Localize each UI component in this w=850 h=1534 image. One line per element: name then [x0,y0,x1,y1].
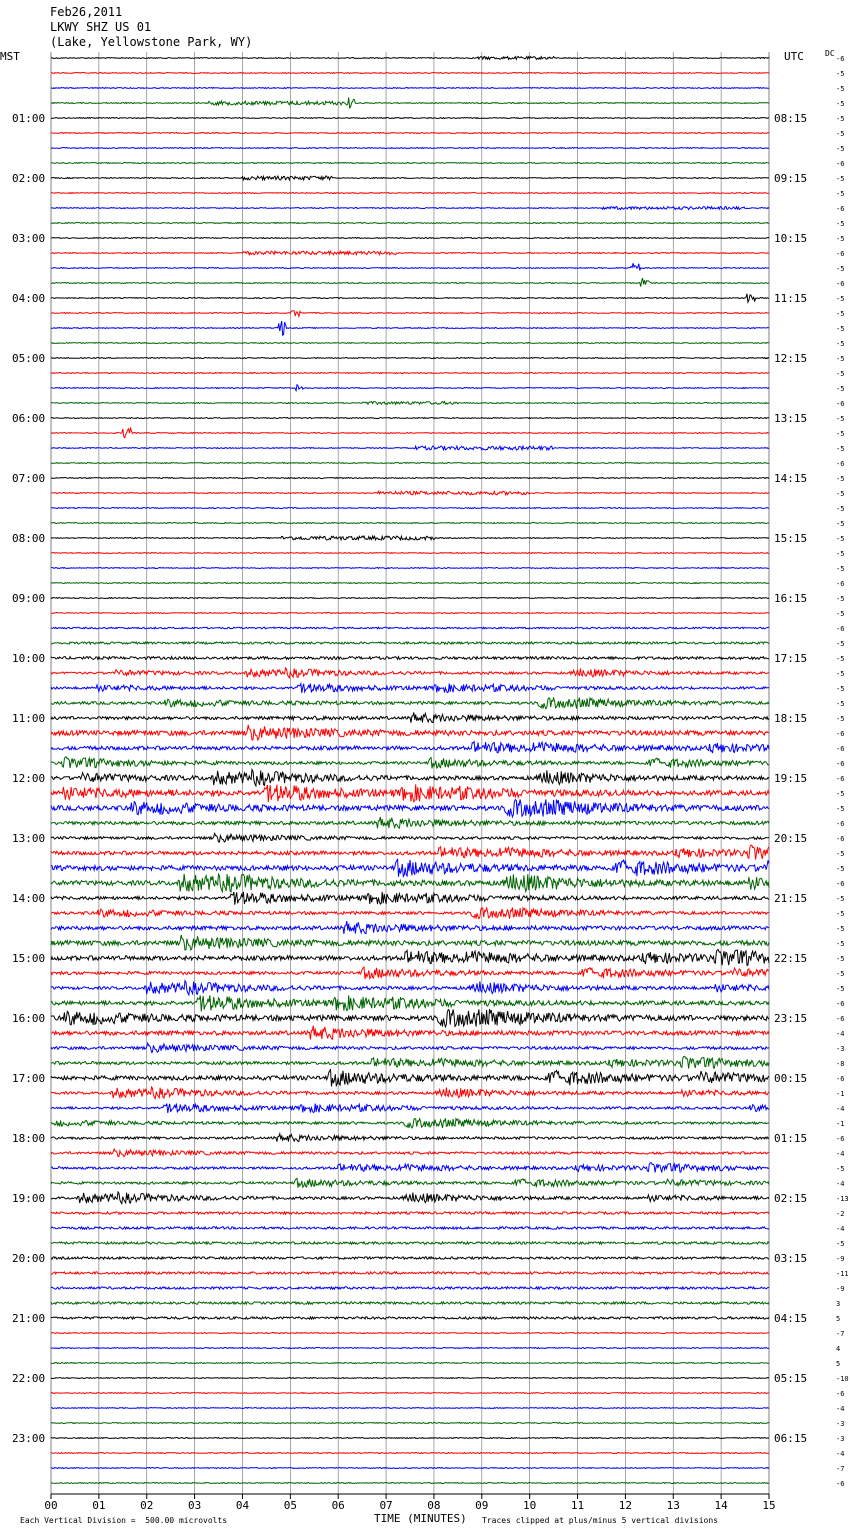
trace-line [51,742,769,754]
dc-offset-label: -5 [836,235,845,243]
utc-hour-label: 19:15 [774,772,808,785]
trace-line [51,278,769,287]
dc-offset-label: -4 [836,1225,845,1233]
dc-offset-label: -5 [836,445,845,453]
dc-offset-label: -5 [836,970,845,978]
dc-offset-label: -5 [836,550,845,558]
trace-line [51,921,769,934]
mst-hour-label: 07:00 [12,472,46,485]
trace-line [51,684,769,693]
mst-hour-label: 14:00 [12,892,46,905]
dc-offset-label: -11 [836,1270,849,1278]
trace-line [51,1333,769,1334]
right-timezone-label: UTC [784,50,804,63]
trace-line [51,817,769,829]
dc-offset-label: -6 [836,745,845,753]
trace-line [51,642,769,644]
trace-line [51,712,769,722]
x-tick-label: 10 [523,1499,537,1512]
dc-offset-label: -5 [836,310,845,318]
dc-offset-label: -5 [836,640,845,648]
trace-line [51,1056,769,1068]
dc-offset-label: -13 [836,1195,849,1203]
trace-line [51,491,769,495]
dc-offset-label: -5 [836,655,845,663]
dc-offset-label: -5 [836,610,845,618]
utc-hour-label: 12:15 [774,352,808,365]
dc-offset-label: -6 [836,820,845,828]
trace-line [51,88,769,89]
trace-line [51,1317,769,1319]
dc-offset-label: -5 [836,85,845,93]
dc-offset-label: -1 [836,1090,845,1098]
trace-line [51,698,769,709]
dc-offset-label: -9 [836,1255,845,1263]
dc-offset-label: -5 [836,370,845,378]
trace-line [51,1026,769,1040]
dc-offset-label: -6 [836,1480,845,1488]
dc-offset-label: -1 [836,1120,845,1128]
dc-offset-label: -5 [836,115,845,123]
utc-hour-label: 17:15 [774,652,808,665]
trace-line [51,1242,769,1244]
trace-line [51,321,769,335]
trace-line [51,385,769,391]
dc-offset-label: -6 [836,760,845,768]
trace-line [51,1393,769,1394]
trace-line [51,1227,769,1229]
dc-offset-label: 5 [836,1360,841,1368]
dc-offset-label: -4 [836,1150,845,1158]
trace-line [51,98,769,108]
utc-hour-label: 20:15 [774,832,808,845]
dc-offset-label: -5 [836,520,845,528]
trace-line [51,892,769,905]
trace-line [51,859,769,876]
trace-line [51,995,769,1011]
dc-offset-label: -5 [836,385,845,393]
mst-hour-label: 11:00 [12,712,46,725]
trace-line [51,478,769,479]
mst-hour-label: 19:00 [12,1192,46,1205]
utc-hour-label: 06:15 [774,1432,808,1445]
trace-line [51,251,769,255]
trace-line [51,1212,769,1214]
trace-line [51,1087,769,1099]
dc-offset-label: -5 [836,595,845,603]
trace-line [51,627,769,629]
dc-offset-label: -5 [836,505,845,513]
trace-line [51,118,769,119]
dc-offset-label: -6 [836,1075,845,1083]
dc-offset-label: -5 [836,70,845,78]
dc-offset-label: -5 [836,670,845,678]
trace-line [51,568,769,569]
trace-line [51,1009,769,1027]
utc-hour-label: 03:15 [774,1252,808,1265]
dc-offset-label: -5 [836,475,845,483]
dc-offset-label: -4 [836,1180,845,1188]
utc-hour-label: 11:15 [774,292,808,305]
dc-offset-label: -5 [836,850,845,858]
trace-line [51,418,769,419]
trace-line [51,133,769,134]
x-tick-label: 02 [140,1499,154,1512]
trace-line [51,1423,769,1424]
trace-line [51,1378,769,1379]
dc-offset-label: -5 [836,685,845,693]
trace-line [51,73,769,74]
dc-offset-label: -5 [836,1240,845,1248]
dc-offset-label: -5 [836,190,845,198]
trace-line [51,223,769,224]
trace-line [51,784,769,802]
trace-line [51,294,769,302]
mst-hour-label: 02:00 [12,172,46,185]
dc-offset-label: -5 [836,790,845,798]
trace-line [51,613,769,614]
dc-offset-label: -5 [836,985,845,993]
mst-hour-label: 17:00 [12,1072,46,1085]
mst-hour-label: 04:00 [12,292,46,305]
trace-line [51,176,769,180]
dc-offset-label: -6 [836,460,845,468]
utc-hour-label: 22:15 [774,952,808,965]
dc-offset-label: -5 [836,430,845,438]
dc-offset-label: -5 [836,130,845,138]
seismic-traces [51,57,769,1484]
trace-line [51,1453,769,1454]
mst-hour-label: 05:00 [12,352,46,365]
dc-offset-label: -10 [836,1375,849,1383]
trace-line [51,193,769,194]
trace-line [51,402,769,405]
trace-line [51,358,769,359]
dc-offset-label: -5 [836,340,845,348]
x-axis-label: TIME (MINUTES) [374,1512,467,1525]
utc-hour-label: 18:15 [774,712,808,725]
trace-line [51,845,769,860]
dc-offset-label: -6 [836,400,845,408]
dc-offset-label: -5 [836,490,845,498]
utc-hour-label: 02:15 [774,1192,808,1205]
x-tick-label: 11 [570,1499,585,1512]
dc-offset-label: -5 [836,175,845,183]
dc-offset-label: -6 [836,205,845,213]
trace-line [51,523,769,524]
dc-offset-label: -5 [836,715,845,723]
trace-line [51,428,769,438]
utc-hour-label: 04:15 [774,1312,808,1325]
trace-line [51,553,769,554]
dc-offset-label: -3 [836,1420,845,1428]
trace-line [51,967,769,979]
dc-offset-label: -6 [836,880,845,888]
trace-line [51,1408,769,1409]
dc-offset-label: -5 [836,295,845,303]
utc-hour-label: 08:15 [774,112,808,125]
utc-hour-label: 21:15 [774,892,808,905]
trace-line [51,1043,769,1052]
dc-offset-label: -4 [836,1030,845,1038]
trace-line [51,263,769,270]
dc-offset-label: -4 [836,1450,845,1458]
dc-offset-label: -6 [836,1000,845,1008]
x-tick-label: 05 [283,1499,297,1512]
mst-hour-label: 20:00 [12,1252,46,1265]
mst-hour-label: 03:00 [12,232,46,245]
dc-offset-label: -5 [836,895,845,903]
dc-label: DC [825,49,835,58]
trace-line [51,148,769,149]
time-axis [44,1494,775,1512]
dc-offset-label: -6 [836,55,845,63]
trace-line [51,508,769,509]
trace-line [51,668,769,678]
utc-hour-label: 14:15 [774,472,808,485]
utc-hour-label: 09:15 [774,172,808,185]
dc-offset-label: -5 [836,145,845,153]
trace-line [51,1272,769,1274]
dc-offset-label: -5 [836,565,845,573]
trace-line [51,1192,769,1204]
dc-offset-label: -5 [836,535,845,543]
dc-offset-label: -4 [836,1105,845,1113]
dc-offset-label: 4 [836,1345,841,1353]
dc-offset-label: -8 [836,1060,845,1068]
mst-hour-label: 22:00 [12,1372,46,1385]
trace-line [51,343,769,344]
utc-hour-label: 15:15 [774,532,808,545]
trace-line [51,1134,769,1142]
x-tick-label: 12 [618,1499,633,1512]
trace-line [51,57,769,60]
trace-line [51,1468,769,1469]
dc-offset-label: -3 [836,1045,845,1053]
dc-offset-label: -5 [836,1165,845,1173]
dc-offset-label: -6 [836,730,845,738]
dc-offset-label: -6 [836,625,845,633]
trace-line [51,950,769,966]
trace-line [51,757,769,769]
trace-line [51,770,769,786]
dc-offset-label: -5 [836,220,845,228]
trace-line [51,1483,769,1484]
dc-offset-label: -3 [836,1435,845,1443]
station-location: (Lake, Yellowstone Park, WY) [50,35,253,49]
utc-hour-label: 10:15 [774,232,808,245]
left-timezone-label: MST [0,50,20,63]
mst-hour-label: 15:00 [12,952,46,965]
mst-hour-label: 16:00 [12,1012,46,1025]
trace-line [51,1287,769,1289]
trace-line [51,207,769,210]
mst-hour-label: 10:00 [12,652,46,665]
trace-line [51,725,769,740]
clip-note: Traces clipped at plus/minus 5 vertical divisions [482,1516,719,1525]
dc-offset-label: -5 [836,910,845,918]
trace-line [51,163,769,164]
x-tick-label: 04 [235,1499,250,1512]
dc-offset-label: -6 [836,280,845,288]
x-tick-label: 14 [714,1499,728,1512]
trace-line [51,799,769,817]
dc-offset-label: -5 [836,100,845,108]
utc-hour-label: 13:15 [774,412,808,425]
dc-offset-label: -5 [836,325,845,333]
dc-offset-label: -5 [836,805,845,813]
dc-offset-label: 3 [836,1300,841,1308]
dc-offset-label: -6 [836,775,845,783]
dc-offset-label: -5 [836,865,845,873]
x-tick-label: 09 [475,1499,489,1512]
station-code: LKWY SHZ US 01 [50,20,152,34]
dc-offset-label: -6 [836,835,845,843]
dc-offset-label: -9 [836,1285,845,1293]
dc-offset-label: -6 [836,250,845,258]
x-tick-label: 00 [44,1499,58,1512]
dc-offset-label: -7 [836,1465,845,1473]
dc-offset-label: -4 [836,1405,845,1413]
scale-note: Each Vertical Division = 500.00 microvolts [20,1516,228,1525]
mst-hour-label: 12:00 [12,772,46,785]
x-tick-label: 01 [92,1499,106,1512]
trace-line [51,583,769,584]
x-tick-label: 06 [331,1499,345,1512]
trace-line [51,874,769,892]
dc-offset-label: -5 [836,940,845,948]
mst-hour-label: 01:00 [12,112,46,125]
x-tick-label: 03 [187,1499,202,1512]
trace-line [51,657,769,660]
dc-offset-label: -5 [836,955,845,963]
utc-hour-label: 23:15 [774,1012,808,1025]
utc-hour-label: 16:15 [774,592,808,605]
trace-line [51,373,769,374]
trace-line [51,1163,769,1173]
trace-line [51,935,769,950]
dc-offset-label: 5 [836,1315,841,1323]
trace-line [51,1302,769,1304]
trace-line [51,1070,769,1087]
trace-line [51,1348,769,1349]
x-tick-label: 15 [762,1499,776,1512]
trace-line [51,833,769,842]
dc-offset-label: -6 [836,1390,845,1398]
dc-offset-label: -5 [836,265,845,273]
dc-offset-label: -7 [836,1330,845,1338]
trace-line [51,1178,769,1187]
mst-hour-label: 08:00 [12,532,46,545]
trace-line [51,1104,769,1113]
trace-line [51,446,769,450]
trace-line [51,536,769,540]
trace-line [51,1257,769,1259]
trace-line [51,981,769,995]
utc-hour-label: 00:15 [774,1072,808,1085]
x-tick-label: 13 [666,1499,680,1512]
trace-line [51,598,769,599]
mst-hour-label: 23:00 [12,1432,46,1445]
dc-offset-label: -6 [836,1015,845,1023]
trace-line [51,311,769,317]
trace-line [51,1149,769,1157]
plot-date: Feb26,2011 [50,5,123,19]
trace-line [51,908,769,919]
mst-hour-label: 06:00 [12,412,46,425]
dc-offset-label: -5 [836,700,845,708]
dc-offset-label: -6 [836,160,845,168]
x-tick-label: 07 [379,1499,393,1512]
mst-hour-label: 09:00 [12,592,46,605]
x-tick-label: 08 [427,1499,441,1512]
trace-line [51,1118,769,1128]
trace-line [51,238,769,239]
dc-offset-label: -6 [836,1135,845,1143]
dc-offset-label: -5 [836,925,845,933]
mst-hour-label: 13:00 [12,832,46,845]
mst-hour-label: 18:00 [12,1132,46,1145]
trace-line [51,1438,769,1439]
dc-offset-label: -6 [836,580,845,588]
dc-offset-label: -5 [836,355,845,363]
mst-hour-label: 21:00 [12,1312,46,1325]
utc-hour-label: 01:15 [774,1132,808,1145]
utc-hour-label: 05:15 [774,1372,808,1385]
trace-line [51,1363,769,1364]
dc-offset-label: -5 [836,415,845,423]
trace-line [51,463,769,464]
dc-offset-label: -2 [836,1210,845,1218]
